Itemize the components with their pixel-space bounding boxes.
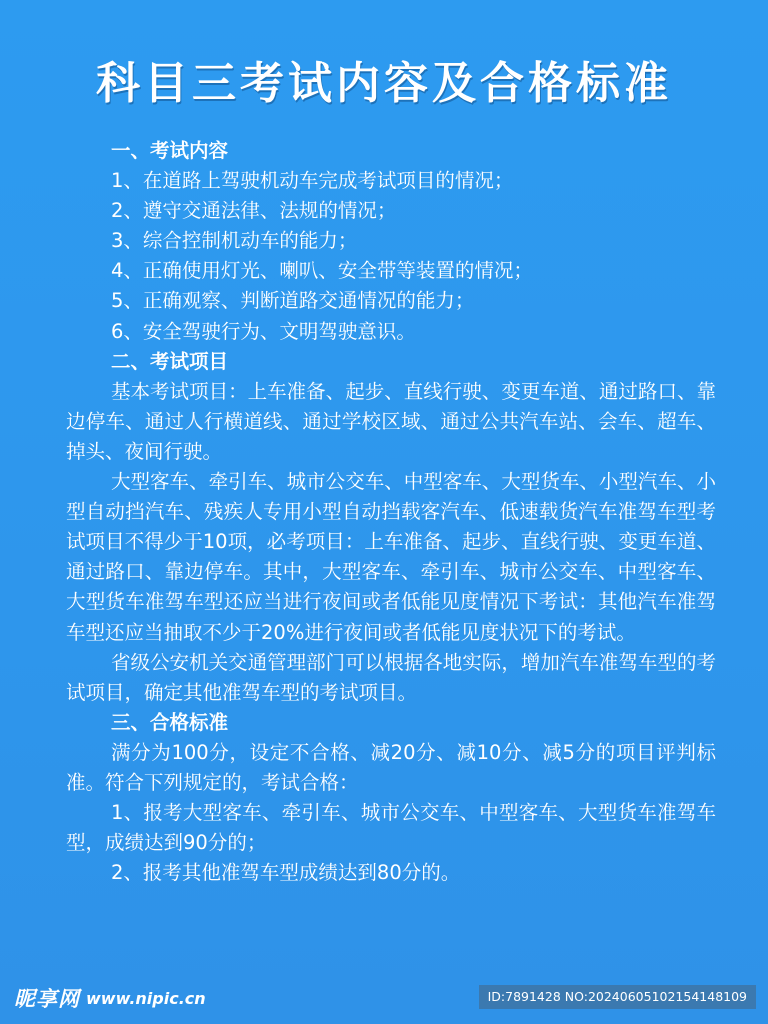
- watermark-brand: 昵享网: [14, 987, 80, 1011]
- section-heading-exam-content: 一、考试内容: [111, 139, 229, 162]
- image-id-label: ID:7891428 NO:20240605102154148109: [479, 985, 756, 1009]
- list-item: 5、正确观察、判断道路交通情况的能力；: [111, 289, 475, 313]
- document-body: [66, 136, 716, 888]
- list-item: 6、安全驾驶行为、文明驾驶意识。: [111, 319, 416, 343]
- list-item: 1、在道路上驾驶机动车完成考试项目的情况；: [111, 169, 514, 193]
- paragraph: 基本考试项目：上车准备、起步、直线行驶、变更车道、通过路口、靠边停车、通过人行横道线、通过学校区域、通过公共汽车站、会车、超车、掉头、夜间行驶。: [66, 379, 716, 463]
- paragraph: 省级公安机关交通管理部门可以根据各地实际，增加汽车准驾车型的考试项目，确定其他准驾车型的考试项目。: [66, 650, 716, 704]
- page-title: 科目三考试内容及合格标准: [96, 58, 672, 109]
- paragraph: 1、报考大型客车、牵引车、城市公交车、中型客车、大型货车准驾车型，成绩达到90分的；: [66, 801, 716, 855]
- list-item: 3、综合控制机动车的能力；: [111, 229, 358, 253]
- watermark-logo: [14, 984, 206, 1012]
- section-heading-pass-standard: 三、合格标准: [111, 710, 229, 734]
- paragraph: 大型客车、牵引车、城市公交车、中型客车、大型货车、小型汽车、小型自动挡汽车、残疾人专用小型自动挡载客汽车、低速载货汽车准驾车型考试项目不得少于10项，必考项目：上车准备、起步、直线行驶、变更车道、通过路口、靠边停车。其中，大型客车、牵引车、城市公交车、中型客车、大型货车准驾车型还应当进行夜间或者低能见度情况下考试：其他汽车准驾车型还应当抽取不少于20%进行夜间或者低能见度状况下的考试。: [66, 470, 716, 644]
- paragraph: 2、报考其他准驾车型成绩达到80分的。: [111, 861, 461, 885]
- watermark-url: www.nipic.cn: [86, 988, 206, 1008]
- paragraph: 满分为100分，设定不合格、减20分、减10分、减5分的项目评判标准。符合下列规定的，考试合格：: [66, 740, 716, 794]
- list-item: 4、正确使用灯光、喇叭、安全带等装置的情况；: [111, 259, 533, 283]
- section-heading-exam-items: 二、考试项目: [111, 349, 229, 373]
- list-item: 2、遵守交通法律、法规的情况；: [111, 199, 397, 223]
